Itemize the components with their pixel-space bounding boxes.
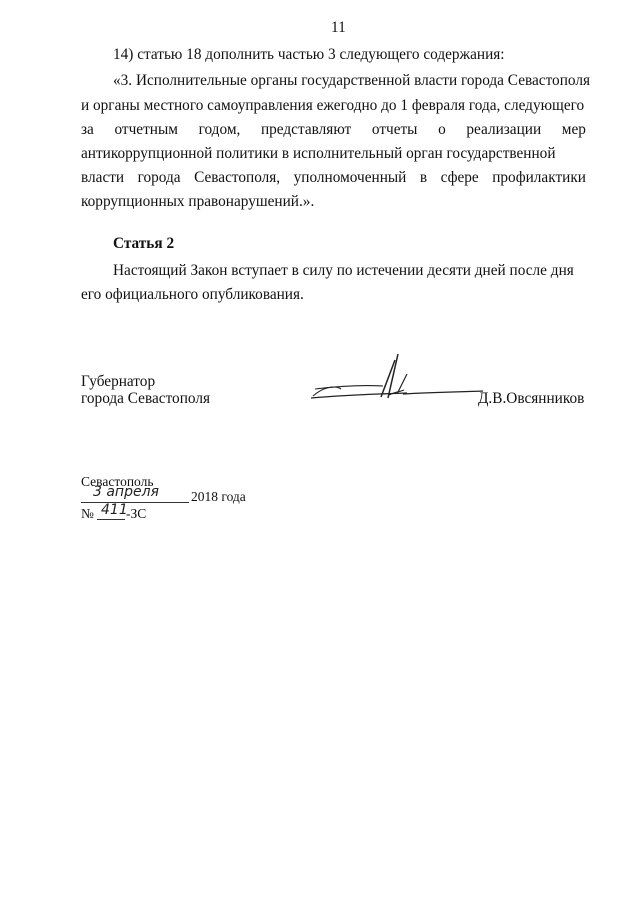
- word: власти: [81, 169, 125, 186]
- item-14-text: 14) статью 18 дополнить частью 3 следующего содержания:: [113, 46, 505, 63]
- word: города: [137, 169, 181, 186]
- quote-line-4: антикоррупционной политики в исполнительный орган государственной: [81, 145, 556, 162]
- number-sign: №: [81, 506, 94, 521]
- signatory-name: Д.В.Овсянников: [478, 390, 585, 407]
- quote-line-1: «3. Исполнительные органы государственной власти города Севастополя: [113, 72, 591, 89]
- word: отчеты: [371, 121, 418, 138]
- word: уполномоченный: [293, 169, 407, 186]
- word: реализации: [466, 121, 542, 138]
- word: в: [419, 169, 428, 186]
- signatory-title-line-2: города Севастополя: [81, 390, 211, 407]
- signatory-title-line-1: Губернатор: [81, 373, 156, 390]
- article-2-line-1: Настоящий Закон вступает в силу по истечении десяти дней после дня: [113, 262, 574, 279]
- word: профилактики: [492, 169, 586, 186]
- date-underline: [81, 502, 189, 503]
- word: годом,: [198, 121, 241, 138]
- quote-line-5: [81, 170, 586, 185]
- word: представляют: [260, 121, 352, 138]
- handwritten-date: 3 апреля: [93, 484, 159, 500]
- page-number: 11: [331, 19, 346, 36]
- word: за: [81, 121, 94, 138]
- quote-line-2: и органы местного самоуправления ежегодно до 1 февраля года, следующего: [81, 97, 585, 114]
- date-year: 2018 года: [191, 489, 246, 504]
- place-of-signing: Севастополь: [81, 474, 154, 489]
- handwritten-signature: [305, 352, 485, 408]
- word: мер: [561, 121, 586, 138]
- number-underline: [97, 519, 125, 520]
- word: отчетным: [114, 121, 178, 138]
- article-2-heading: Статья 2: [113, 235, 175, 252]
- quote-line-3: [81, 122, 586, 137]
- word: Севастополя,: [194, 169, 281, 186]
- handwritten-number: 411: [101, 502, 128, 518]
- word: о: [438, 121, 446, 138]
- quote-line-6: коррупционных правонарушений.».: [81, 193, 315, 210]
- number-line: [81, 502, 181, 523]
- article-2-line-2: его официального опубликования.: [81, 286, 304, 303]
- number-suffix: -ЗС: [126, 506, 147, 521]
- word: сфере: [440, 169, 479, 186]
